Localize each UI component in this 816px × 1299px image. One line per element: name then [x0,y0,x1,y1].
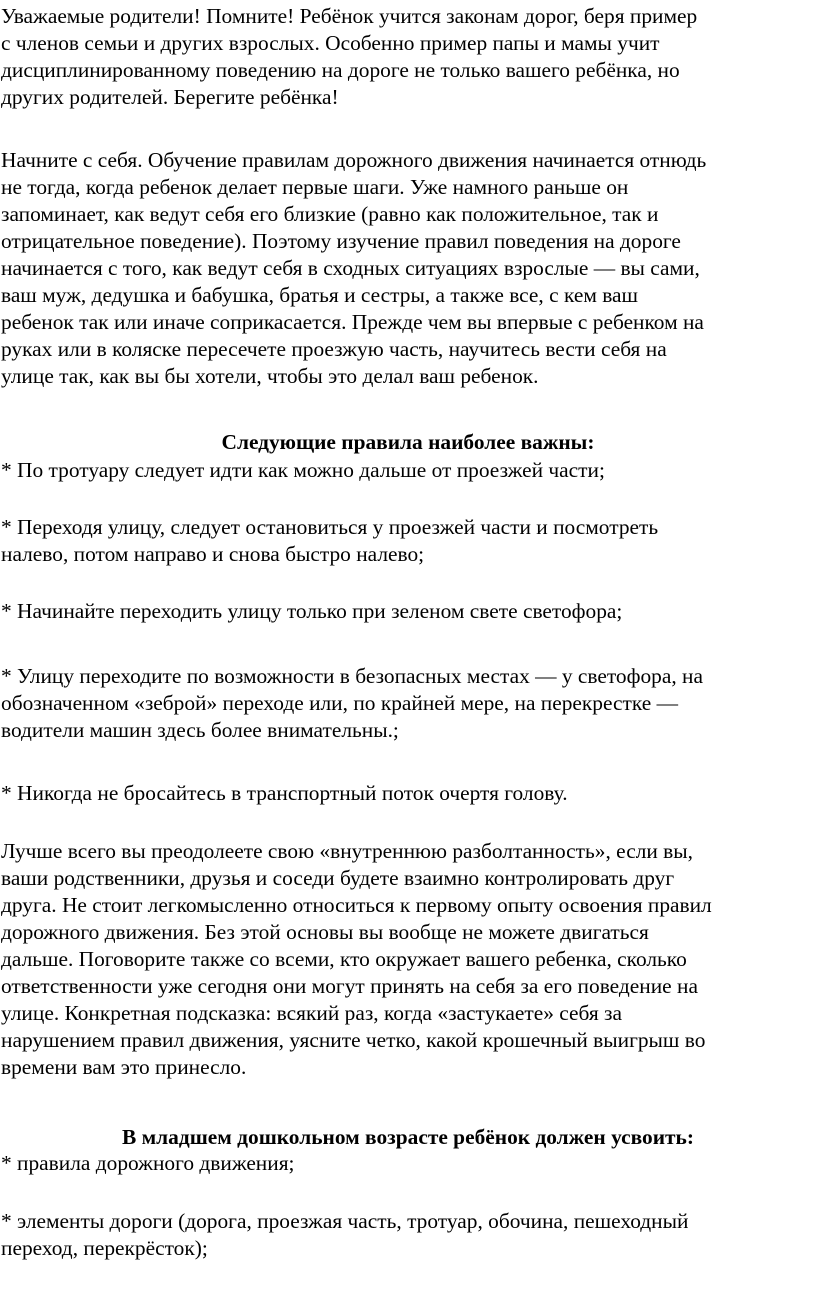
text-line: не тогда, когда ребенок делает первые шаги. Уже намного раньше он [1,175,629,199]
text-line: переход, перекрёсток); [1,1236,208,1260]
text-line: запоминает, как ведут себя его близкие (равно как положительное, так и [1,202,659,226]
preschool-heading: В младшем дошкольном возрасте ребёнок должен усвоить: [122,1125,694,1149]
intro-paragraph [1,3,813,111]
preschool-item [1,1150,813,1177]
rule-item [1,780,813,807]
text-line: Лучше всего вы преодолеете свою «внутреннюю разболтанность», если вы, [1,839,693,863]
text-line: друга. Не стоит легкомысленно относиться к первому опыту освоения правил [1,893,712,917]
text-line: * элементы дороги (дорога, проезжая часть, тротуар, обочина, пешеходный [1,1209,689,1233]
text-line: водители машин здесь более внимательны.; [1,718,399,742]
text-line: * По тротуару следует идти как можно дальше от проезжей части; [1,458,605,482]
text-line: ваши родственники, друзья и соседи будете взаимно контролировать друг [1,866,675,890]
preschool-item [1,1208,813,1262]
rule-item [1,663,813,744]
text-line: Уважаемые родители! Помните! Ребёнок учится законам дорог, беря пример [1,4,698,28]
start-with-yourself-paragraph [1,147,813,390]
text-line: отрицательное поведение). Поэтому изучение правил поведения на дороге [1,229,681,253]
text-line: начинается с того, как ведут себя в сходных ситуациях взрослые — вы сами, [1,256,700,280]
text-line: руках или в коляске пересечете проезжую часть, научитесь вести себя на [1,337,667,361]
text-line: нарушением правил движения, уясните четко, какой крошечный выигрыш во [1,1028,706,1052]
text-line: ваш муж, дедушка и бабушка, братья и сестры, а также все, с кем ваш [1,283,638,307]
text-line: * Улицу переходите по возможности в безопасных местах — у светофора, на [1,664,704,688]
text-line: улице. Конкретная подсказка: всякий раз, когда «застукаете» себя за [1,1001,622,1025]
text-line: налево, потом направо и снова быстро налево; [1,542,425,566]
text-line: с членов семьи и других взрослых. Особенно пример папы и мамы учит [1,31,660,55]
text-line: Начните с себя. Обучение правилам дорожного движения начинается отнюдь [1,148,707,172]
discipline-paragraph [1,838,813,1081]
text-line: дальше. Поговорите также со всеми, кто окружает вашего ребенка, сколько [1,947,687,971]
text-line: других родителей. Берегите ребёнка! [1,85,339,109]
rule-item [1,598,813,625]
text-line: обозначенном «зеброй» переходе или, по крайней мере, на перекрестке — [1,691,678,715]
text-line: улице так, как вы бы хотели, чтобы это делал ваш ребенок. [1,364,539,388]
rule-item [1,514,813,568]
rules-heading: Следующие правила наиболее важны: [221,430,595,454]
text-line: ребенок так или иначе соприкасается. Прежде чем вы впервые с ребенком на [1,310,704,334]
text-line: * Начинайте переходить улицу только при зеленом свете светофора; [1,599,623,623]
text-line: * Переходя улицу, следует остановиться у проезжей части и посмотреть [1,515,659,539]
text-line: времени вам это принесло. [1,1055,247,1079]
text-line: дорожного движения. Без этой основы вы вообще не можете двигаться [1,920,649,944]
rule-item [1,457,813,484]
text-line: дисциплинированному поведению на дороге не только вашего ребёнка, но [1,58,680,82]
text-line: * Никогда не бросайтесь в транспортный поток очертя голову. [1,781,568,805]
text-line: ответственности уже сегодня они могут принять на себя за его поведение на [1,974,698,998]
text-line: * правила дорожного движения; [1,1151,295,1175]
